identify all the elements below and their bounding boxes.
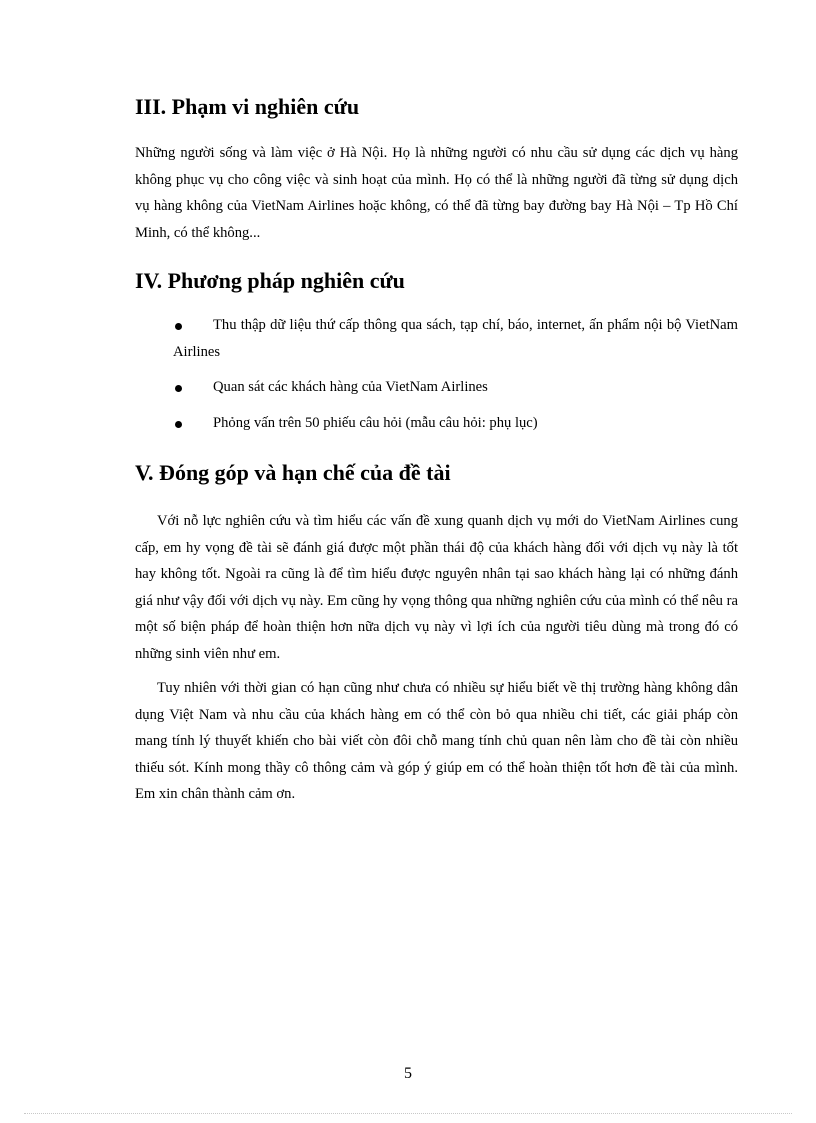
contribution-paragraph-2: Tuy nhiên với thời gian có hạn cũng như chưa có nhiều sự hiểu biết về thị trường hàng không dân dụng Việt Nam và nhu cầu của khách hàng em có thể còn bỏ qua nhiều chi tiết, các giải pháp còn mang tính lý thuyết khiến cho bài viết còn đôi chỗ mang tính chủ quan nên làm cho đề tài còn nhiều thiếu sót. Kính mong thầy cô thông cảm và góp ý giúp em có thể hoàn thiện tốt hơn đề tài của mình. Em xin chân thành cảm ơn. — [135, 680, 738, 802]
section-title-contribution: V. Đóng góp và hạn chế của đề tài — [135, 460, 451, 485]
methods-list — [135, 312, 738, 436]
bullet-icon — [175, 385, 182, 392]
list-item-text: Thu thập dữ liệu thứ cấp thông qua sách, tạp chí, báo, internet, ấn phẩm nội bộ VietNam Airlines — [173, 317, 738, 360]
section-title-scope: III. Phạm vi nghiên cứu — [135, 94, 360, 119]
list-item — [135, 312, 738, 365]
bullet-icon — [175, 421, 182, 428]
footer-divider — [24, 1113, 792, 1114]
list-item-text: Quan sát các khách hàng của VietNam Airlines — [213, 379, 488, 395]
page-number: 5 — [404, 1065, 412, 1082]
contribution-paragraph-1: Với nỗ lực nghiên cứu và tìm hiểu các vấn đề xung quanh dịch vụ mới do VietNam Airlines cung cấp, em hy vọng đề tài sẽ đánh giá được một phần thái độ của khách hàng đối với dịch vụ này là tốt hay không tốt. Ngoài ra cũng là để tìm hiểu được nguyên nhân tại sao khách hàng lại có những đánh giá như vậy đối với dịch vụ này. Em cũng hy vọng thông qua những nghiên cứu của mình có thể nêu ra một số biện pháp để hoàn thiện hơn nữa dịch vụ này vì lợi ích của người tiêu dùng mà trong đó có những sinh viên như em. — [135, 513, 738, 662]
list-item — [135, 410, 738, 437]
page-content — [135, 92, 738, 808]
section-title-methods: IV. Phương pháp nghiên cứu — [135, 268, 405, 293]
bullet-icon — [175, 323, 182, 330]
list-item — [135, 374, 738, 401]
scope-paragraph: Những người sống và làm việc ở Hà Nội. Họ là những người có nhu cầu sử dụng các dịch vụ hàng không phục vụ cho công việc và sinh hoạt của mình. Họ có thể là những người đã từng sử dụng dịch vụ hàng không của VietNam Airlines hoặc không, có thể đã từng bay đường bay Hà Nội – Tp Hồ Chí Minh, có thể không... — [135, 145, 738, 241]
list-item-text: Phỏng vấn trên 50 phiếu câu hỏi (mẫu câu hỏi: phụ lục) — [213, 414, 538, 431]
